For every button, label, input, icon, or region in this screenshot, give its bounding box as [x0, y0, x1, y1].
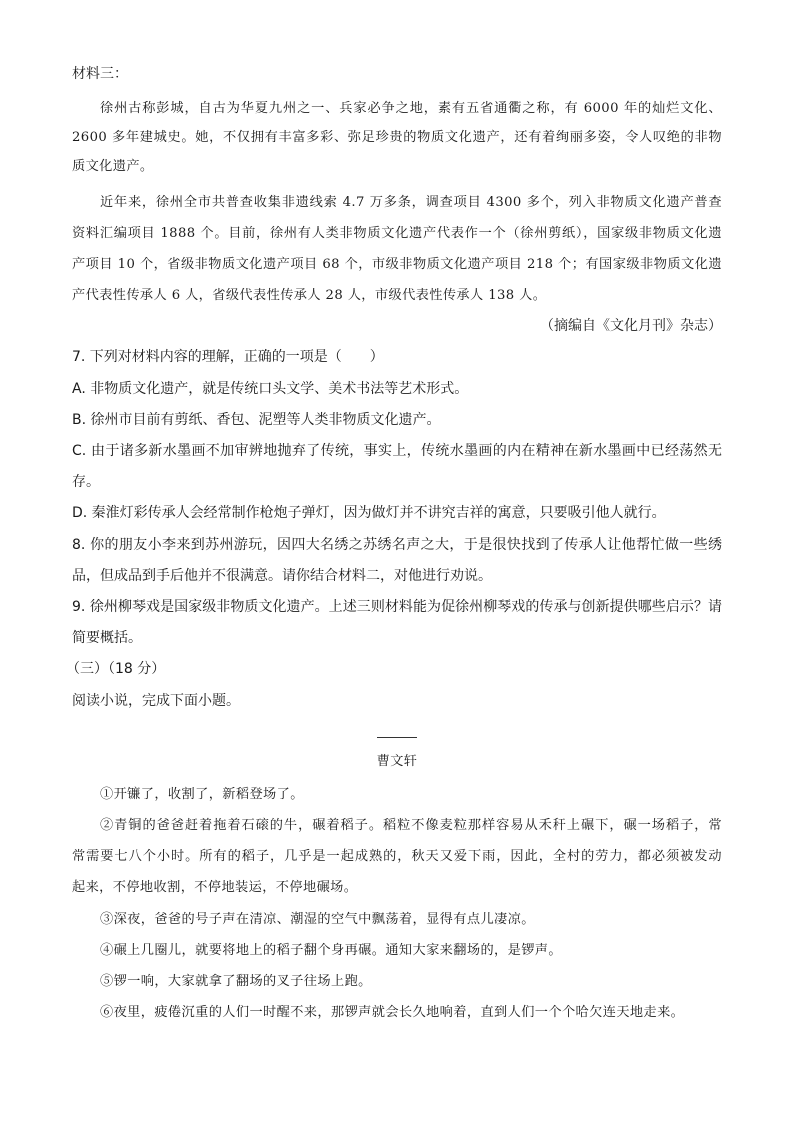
material-3-heading: 材料三： — [72, 66, 128, 82]
material-3-paragraph-1-line-1: 徐州古称彭城，自古为华夏九州之一、兵家必争之地，素有五省通衢之称，有 6000 年的灿烂文化、 — [100, 101, 722, 116]
story-paragraph-2-line-3: 起来，不停地收割，不停地装运，不停地碾场。 — [72, 880, 358, 895]
question-8-line-2: 品，但成品到手后他并不很满意。请你结合材料二，对他进行劝说。 — [72, 568, 492, 584]
story-paragraph-2-line-1: ②青铜的爸爸赶着拖着石磙的牛，碾着稻子。稻粒不像麦粒那样容易从禾秆上碾下，碾一场稻子，常 — [100, 818, 722, 833]
story-paragraph-4: ④碾上几圈儿，就要将地上的稻子翻个身再碾。通知大家来翻场的，是锣声。 — [100, 943, 562, 958]
question-7-option-b: B. 徐州市目前有剪纸、香包、泥塑等人类非物质文化遗产。 — [72, 412, 441, 428]
question-9-line-2: 简要概括。 — [72, 630, 142, 646]
material-3-paragraph-2-line-4: 产代表性传承人 6 人，省级代表性传承人 28 人，市级代表性传承人 138 人。 — [72, 288, 547, 303]
story-paragraph-6: ⑥夜里，疲倦沉重的人们一时醒不来，那锣声就会长久地响着，直到人们一个个哈欠连天地走来。 — [100, 1005, 685, 1020]
question-7: 7. 下列对材料内容的理解，正确的一项是（ ） — [72, 349, 384, 365]
material-3-source: （摘编自《文化月刊》杂志） — [540, 318, 722, 334]
material-3-paragraph-2-line-3: 产项目 10 个，省级非物质文化遗产项目 68 个，市级非物质文化遗产项目 218 个；有国家级非物质文化遗 — [72, 257, 722, 272]
question-7-option-c-line-1: C. 由于诸多新水墨画不加审辨地抛弃了传统，事实上，传统水墨画的内在精神在新水墨画中已经荡然无 — [72, 443, 722, 459]
story-author: 曹文轩 — [376, 754, 418, 769]
question-9-line-1: 9. 徐州柳琴戏是国家级非物质文化遗产。上述三则材料能为促徐州柳琴戏的传承与创新提供哪些启示？请 — [72, 599, 722, 615]
material-3-paragraph-1-line-2: 2600 多年建城史。她，不仅拥有丰富多彩、弥足珍贵的物质文化遗产，还有着绚丽多姿，令人叹绝的非物 — [72, 130, 722, 145]
story-paragraph-1: ①开镰了，收割了，新稻登场了。 — [100, 787, 304, 802]
section-3-heading: （三）（18 分） — [66, 661, 166, 677]
story-paragraph-2-line-2: 常需要七八个小时。所有的稻子，几乎是一起成熟的，秋天又爱下雨，因此，全村的劳力，都必须被发动 — [72, 849, 722, 864]
question-7-option-c-line-2: 存。 — [72, 474, 100, 490]
question-8-line-1: 8. 你的朋友小李来到苏州游玩，因四大名绣之苏绣名声之大，于是很快找到了传承人让他帮忙做一些绣 — [72, 537, 722, 553]
material-3-paragraph-2-line-2: 资料汇编项目 1888 个。目前，徐州有人类非物质文化遗产代表作一个（徐州剪纸），国家级非物质文化遗 — [72, 226, 722, 241]
question-7-option-d: D. 秦淮灯彩传承人会经常制作枪炮子弹灯，因为做灯并不讲究吉祥的寓意，只要吸引他人就行。 — [72, 505, 666, 521]
story-paragraph-5: ⑤锣一响，大家就拿了翻场的叉子往场上跑。 — [100, 974, 372, 989]
material-3-paragraph-2-line-1: 近年来，徐州全市共普查收集非遗线索 4.7 万多条，调查项目 4300 多个，列入非物质文化遗产普查 — [100, 195, 722, 210]
story-title-blank — [377, 737, 417, 738]
material-3-paragraph-1-line-3: 质文化遗产。 — [72, 159, 154, 174]
story-paragraph-3: ③深夜，爸爸的号子声在清凉、潮湿的空气中飘荡着，显得有点儿凄凉。 — [100, 912, 535, 927]
section-3-instruction: 阅读小说，完成下面小题。 — [72, 693, 240, 709]
question-7-option-a: A. 非物质文化遗产，就是传统口头文学、美术书法等艺术形式。 — [72, 381, 469, 397]
